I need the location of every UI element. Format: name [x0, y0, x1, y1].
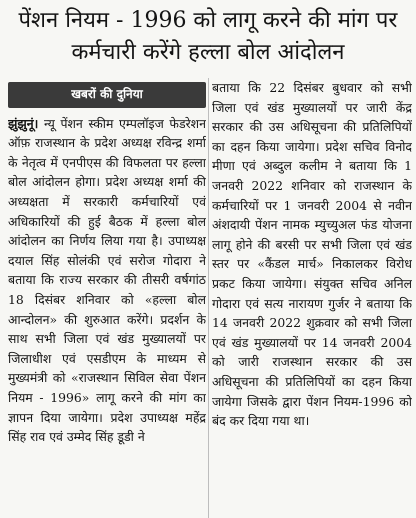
headline-line-2: कर्मचारी करेंगे हल्ला बोल आंदोलन	[71, 40, 345, 65]
article-column-left	[8, 80, 206, 518]
article-body-right: बताया कि 22 दिसंबर बुधवार को सभी जिला एवं खंड मुख्यालयों पर जारी केंद्र सरकार की उस अधिसूचना की प्रतिलिपियों का दहन किया जायेगा। प्रदेश सचिव विनोद मीणा एवं अब्दुल कलीम ने बताया कि 1 जनवरी 2022 शनिवार को राजस्थान के कर्मचारियों पर 1 जनवरी 2004 से नवीन अंशदायी पेंशन नामक म्युच्युअल फंड योजना लागू होने की बरसी पर सभी जिला एवं खंड स्तर पर «कैंडल मार्च» निकालकर विरोध प्रकट किया जायेगा। संयुक्त सचिव अनिल गोदारा एवं सत्य नारायण गुर्जर ने बताया कि 14 जनवरी 2022 शुक्रवार को सभी जिला एवं खंड मुख्यालयों पर 14 जनवरी 2004 को जारी राजस्थान सरकार की उस अधिसूचना की प्रतिलिपियों का दहन किया जायेगा जिसके द्वारा पेंशन नियम-1996 को बंद कर दिया गया था।	[212, 80, 412, 429]
dateline: झुंझुनूं।	[8, 115, 39, 131]
article-column-right	[212, 78, 412, 516]
headline-line-1: पेंशन नियम - 1996 को लागू करने की मांग पर	[18, 8, 398, 33]
article-body-left: न्यू पेंशन स्कीम एम्पलॉइज फेडरेशन ऑफ़ राजस्थान के प्रदेश अध्यक्ष रविन्द्र शर्मा के नेतृत्व में एनपीएस की विफलता पर हल्ला बोल आंदोलन होगा। प्रदेश अध्यक्ष शर्मा की अध्यक्षता में सरकारी कर्मचारियों एवं अधिकारियों की हुई बैठक में हल्ला बोल आंदोलन का निर्णय लिया गया है। उपाध्यक्ष दयाल सिंह सोलंकी एवं सरोज गोदारा ने बताया कि राज्य सरकार की तीसरी वर्षगांठ 18 दिसंबर शनिवार को «हल्ला बोल आन्दोलन» की शुरुआत करेंगे। प्रदर्शन के साथ सभी जिला एवं खंड मुख्यालयों पर जिलाधीश एवं एसडीएम के माध्यम से मुख्यमंत्री को «राजस्थान सिविल सेवा पेंशन नियम - 1996» लागू करने की मांग का ज्ञापन दिया जायेगा। प्रदेश उपाध्यक्ष महेंद्र सिंह राव एवं उम्मेद सिंह डूडी ने	[8, 115, 206, 445]
column-divider	[208, 78, 209, 518]
section-badge: खबरों की दुनिया	[8, 82, 206, 108]
article-paragraph-left	[8, 114, 206, 447]
